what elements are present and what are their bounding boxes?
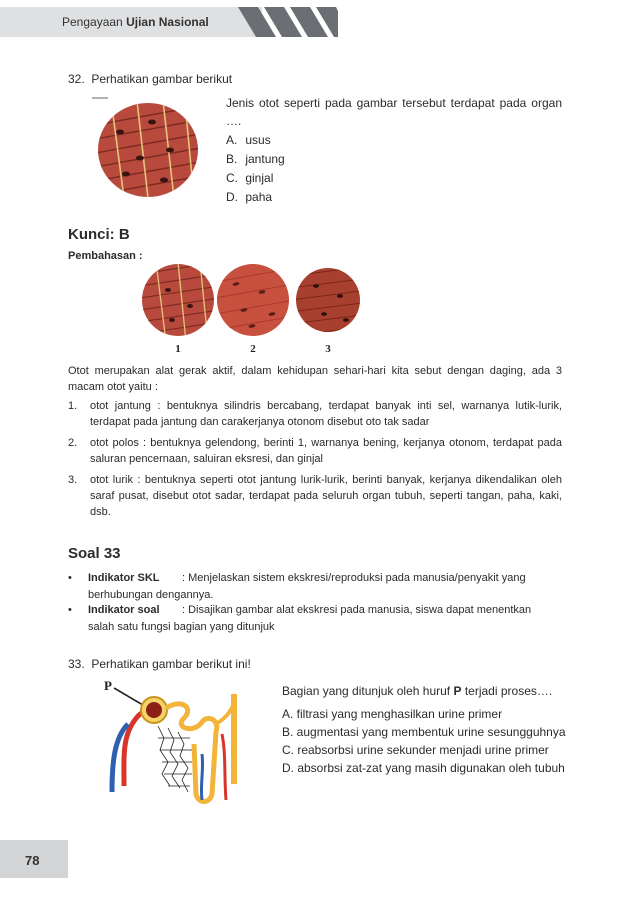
q33-option-d: D. absorbsi zat-zat yang masih digunakan oleh tubuh <box>282 761 565 775</box>
discussion-heading: Pembahasan : <box>68 250 143 262</box>
figure-label-3: 3 <box>325 343 331 355</box>
explanation-item-1: 1. otot jantung : bentuknya silindris bercabang, terdapat banyak inti sel, warnanya lutik-lurik, terdapat pada jantung dan carakerjanya otonom disebut oto tak sadar <box>68 400 562 428</box>
q33-intro: 33. Perhatikan gambar berikut ini! <box>68 657 251 671</box>
header-stripes <box>238 7 338 37</box>
page-number: 78 <box>25 853 40 868</box>
q32-option-d: D. paha <box>226 190 273 204</box>
q33-question: Bagian yang ditunjuk oleh huruf P terjadi proses…. <box>282 684 553 698</box>
skeletal-muscle-icon <box>290 262 360 342</box>
figure-label-1: 1 <box>175 343 181 355</box>
q32-intro: 32. Perhatikan gambar berikut <box>68 72 233 86</box>
q33-option-c: C. reabsorbsi urine sekunder menjadi urine primer <box>282 743 549 757</box>
figure-label-2: 2 <box>250 343 256 355</box>
header-title: Pengayaan Ujian Nasional <box>62 15 209 29</box>
cardiac-muscle-image <box>90 92 200 198</box>
q32-option-b: B. jantung <box>226 152 285 166</box>
cardiac-muscle-icon <box>140 262 220 346</box>
q32-option-c: C. ginjal <box>226 171 274 185</box>
muscle-types-figure <box>140 262 360 356</box>
q33-option-b: B. augmentasi yang membentuk urine sesungguhnya <box>282 725 566 739</box>
answer-key: Kunci: B <box>68 226 130 243</box>
q32-option-a: A. usus <box>226 133 271 147</box>
explanation-item-2: 2. otot polos : bentuknya gelendong, berinti 1, warnanya bening, kerjanya otonom, terdapat pada saluran pencernaan, saluiran eksresi, dan ginjal <box>68 437 562 465</box>
explanation-item-3: 3. otot lurik : bentuknya seperti otot jantung lurik-lurik, berinti banyak, kerjanya dikendalikan oleh saraf pusat, disebut otot sadar, terdapat pada seluruh organ tubuh, seperti tangan, paha, kaki, dsb. <box>68 474 562 518</box>
explanation-intro: Otot merupakan alat gerak aktif, dalam kehidupan sehari-hari kita sebut dengan daging, ada 3 macam otot yaitu : <box>68 365 562 393</box>
label-p: P <box>104 678 112 693</box>
soal33-title: Soal 33 <box>68 545 121 562</box>
smooth-muscle-icon <box>215 262 295 342</box>
q33-option-a: A. filtrasi yang menghasilkan urine primer <box>282 707 503 721</box>
nephron-diagram <box>98 674 248 814</box>
q32-question: Jenis otot seperti pada gambar tersebut terdapat pada organ …. <box>226 96 562 128</box>
